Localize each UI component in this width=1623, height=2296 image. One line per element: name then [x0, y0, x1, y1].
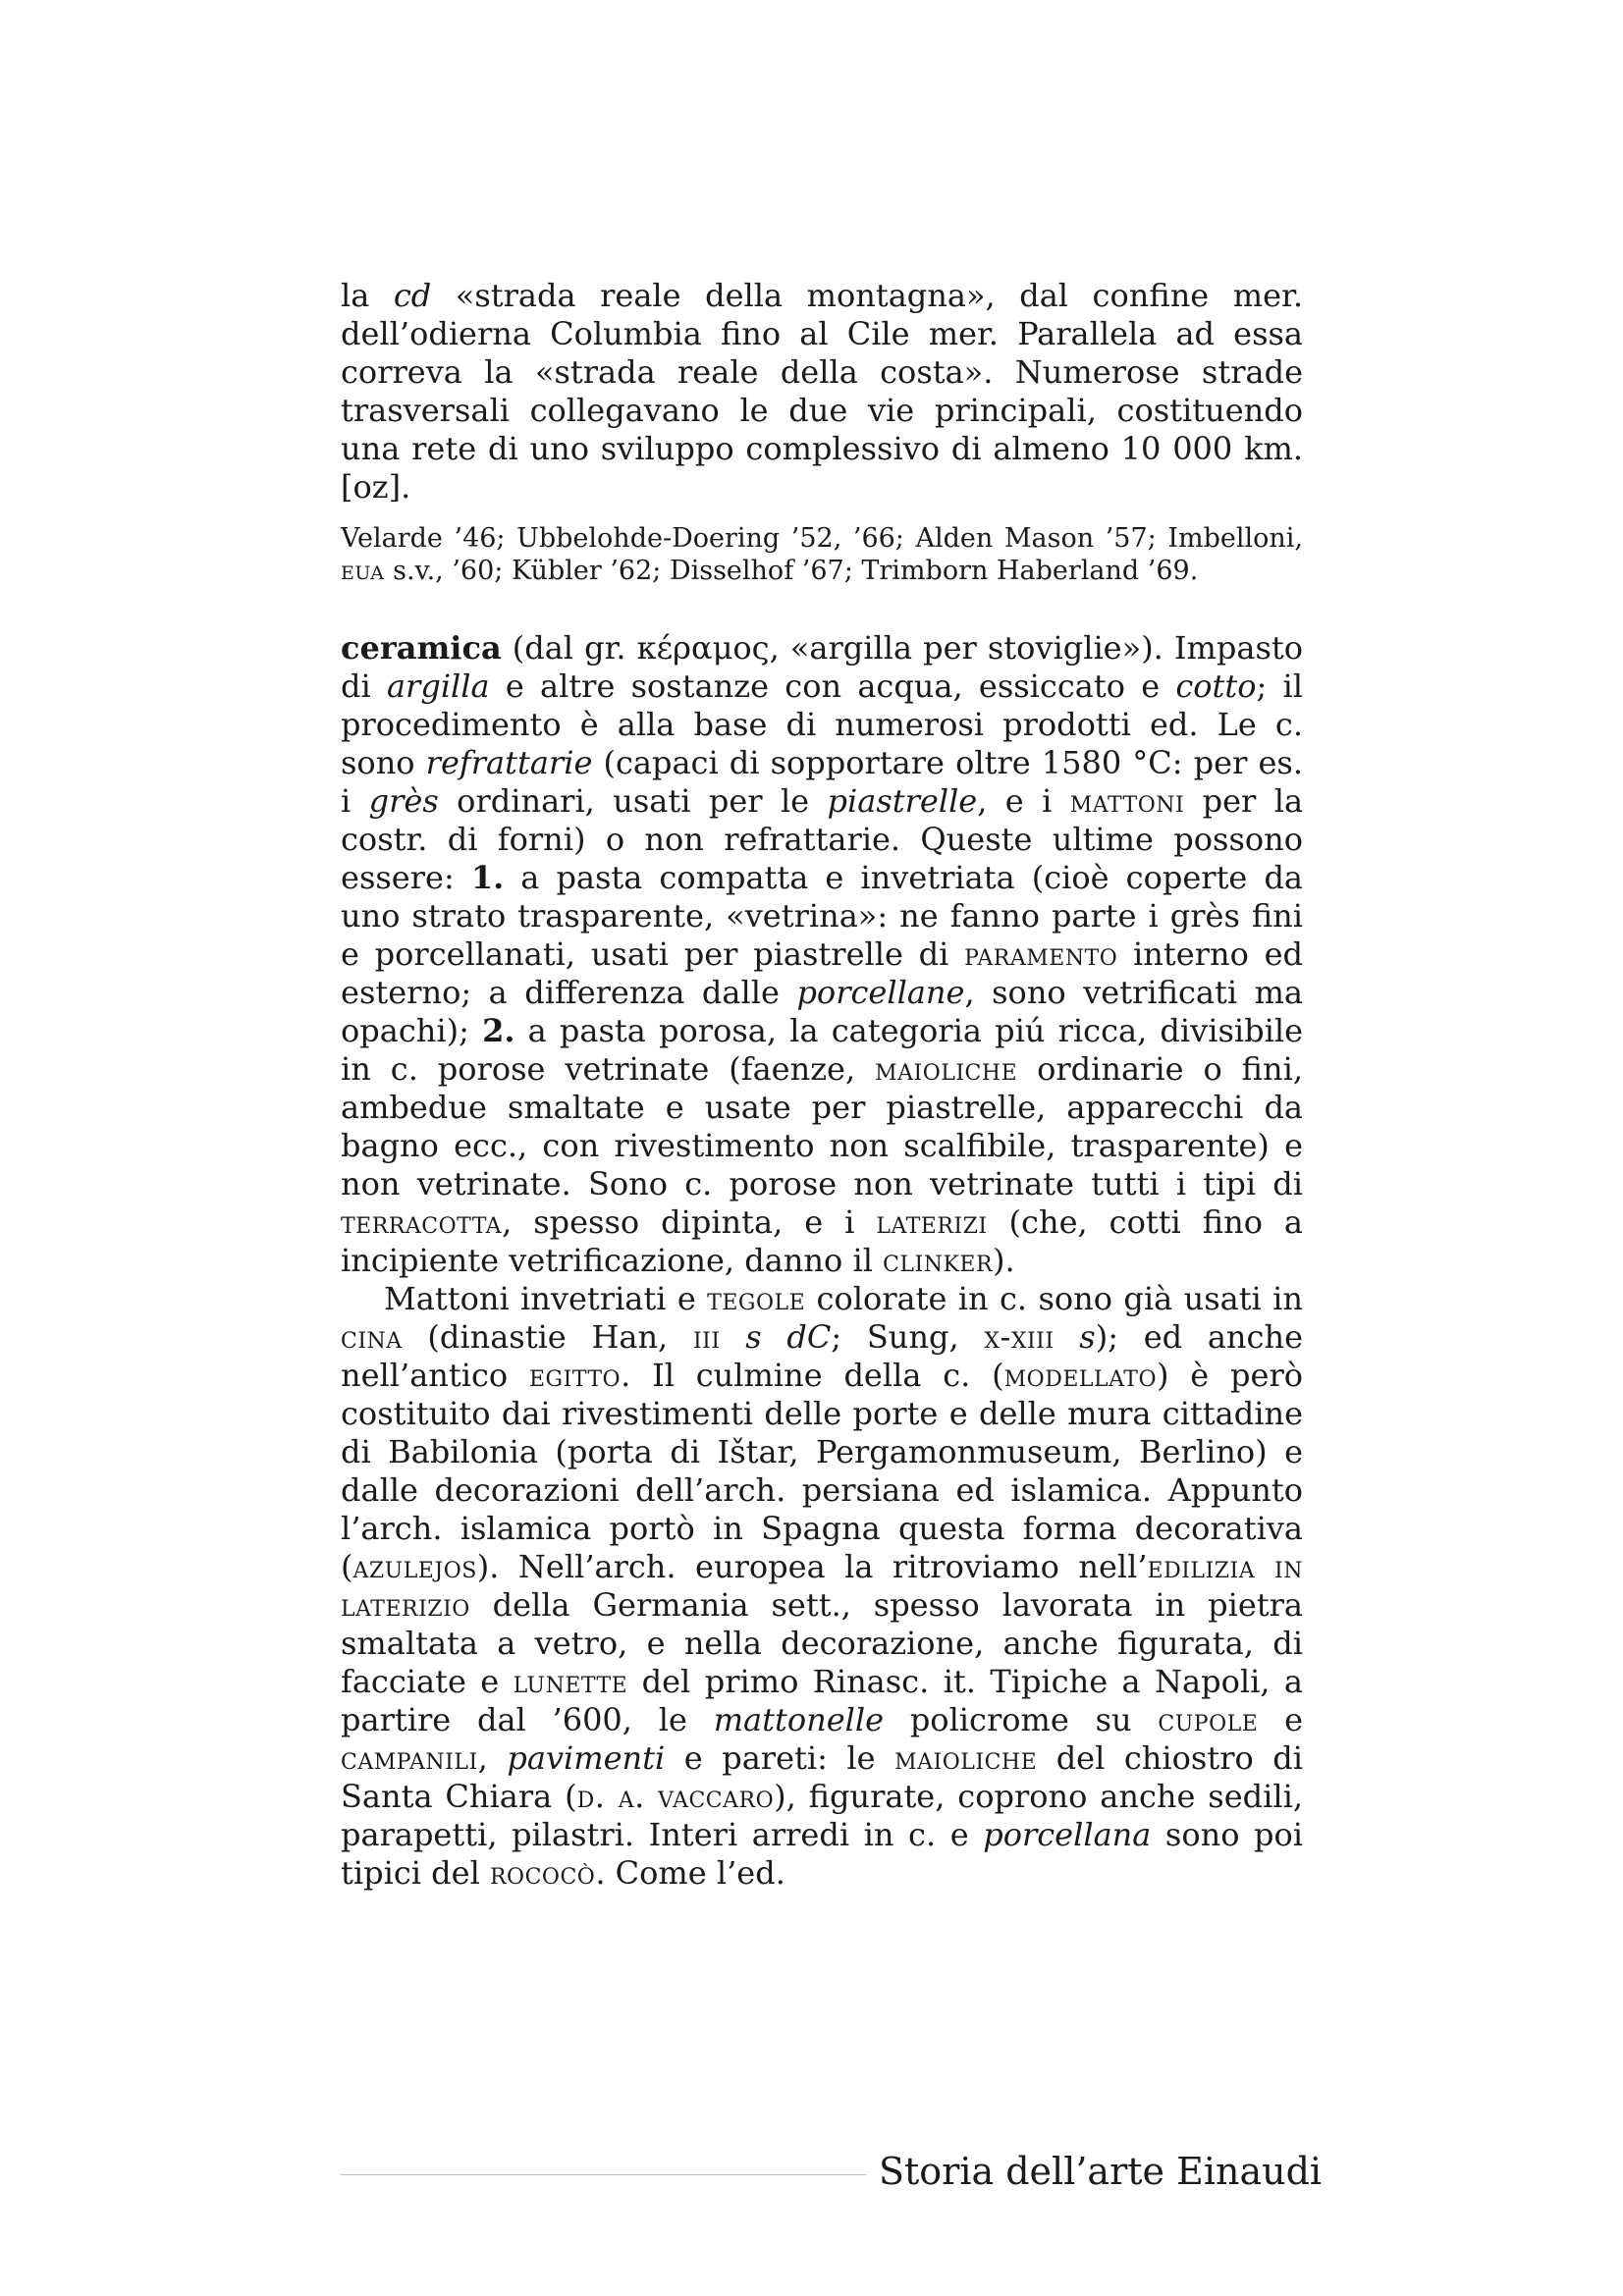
cross-reference: lunette	[513, 1663, 628, 1700]
cross-reference: maioliche	[875, 1050, 1018, 1088]
text-run: , e i	[977, 782, 1070, 820]
text-run: ordinari, usati per le	[438, 782, 828, 820]
text-run: e altre sostanze con acqua, essiccato e	[489, 667, 1176, 705]
text-run: ordinarie o fini, ambedue smaltate e usate per piastrelle, apparecchi da bagno ecc., con rivestimento non scalfibile, trasparente) e non vetrinate. Sono c. porose non vetrinate tutti i tipi di	[341, 1050, 1304, 1202]
century-numeral: iii	[692, 1318, 721, 1356]
cross-reference: paramento	[964, 935, 1118, 973]
cross-reference: egitto	[528, 1357, 622, 1394]
text-run: . Come l’ed.	[595, 1854, 785, 1892]
text-run: a pasta compatta e invetriata (cioè coperte da uno strato trasparente, «vetrina»: ne fanno parte i grès fini e porcellanati, usati per piastrelle di	[341, 859, 1304, 973]
text-run: a pasta porosa, la categoria piú ricca, divisibile in c. porose vetrinate (faenze,	[341, 1012, 1304, 1088]
italic-term: argilla	[386, 667, 490, 705]
text-run: , sono vetrificati ma opachi);	[341, 974, 1304, 1049]
italic-term: cotto	[1175, 667, 1257, 705]
text-run: interno ed esterno; a differenza dalle	[341, 935, 1304, 1011]
text-run: ); ed anche nell’antico	[341, 1318, 1303, 1394]
italic-term: pavimenti	[507, 1739, 666, 1777]
entry-headword: ceramica	[341, 629, 502, 667]
text-column	[341, 277, 1303, 1893]
cross-reference: cina	[341, 1318, 403, 1356]
text-run: (dinastie Han,	[402, 1318, 693, 1356]
list-number: 1.	[470, 859, 505, 896]
italic-term: cd	[393, 277, 432, 314]
text-run: per la costr. di forni) o non refrattarie. Queste ultime possono essere:	[341, 782, 1304, 896]
cross-reference: campanili	[341, 1739, 478, 1777]
text-run: Mattoni invetriati e	[384, 1280, 708, 1317]
cross-reference: mattoni	[1069, 782, 1185, 820]
cross-reference: modellato	[1003, 1357, 1157, 1394]
text-run: del primo Rinasc. it. Tipiche a Napoli, a partire dal ’600, le	[341, 1663, 1303, 1738]
italic-term: porcellane	[796, 974, 965, 1011]
text-run: della Germania sett., spesso lavorata in pietra smaltata a vetro, e nella decorazione, anche figurata, di facciate e	[341, 1586, 1303, 1700]
text-run: ). Nell’arch. europea la ritroviamo nell’	[476, 1548, 1148, 1585]
text-run: ) è però costituito dai rivestimenti delle porte e delle mura cittadine di Babilonia (porta di Ištar, Pergamonmuseum, Berlino) e dalle decorazioni dell’arch. persiana ed islamica. Appunto l’arch. islamica portò in Spagna questa forma decorativa (	[341, 1357, 1304, 1585]
text-run: colorate in c. sono già usati in	[805, 1280, 1303, 1317]
cross-reference: rococò	[489, 1854, 596, 1892]
text-run: policrome su	[884, 1701, 1159, 1738]
italic-term: grès	[368, 782, 439, 820]
text-run: «strada reale della montagna», dal confine mer. dell’odierna Columbia fino al Cile mer. Parallela ad essa correva la «strada reale della costa». Numerose strade trasversali collegavano le due vie principali, costituendo una rete di uno sviluppo complessivo di almeno 10 000 km. [oz].	[341, 277, 1304, 506]
italic-term: s dC	[745, 1318, 832, 1356]
cross-reference: cupole	[1158, 1701, 1259, 1738]
text-run: ).	[993, 1242, 1015, 1279]
italic-term: s	[1079, 1318, 1096, 1356]
italic-term: porcellana	[983, 1816, 1152, 1853]
text-run: Velarde ’46; Ubbelohde-Doering ’52, ’66; Alden Mason ’57; Imbelloni,	[341, 523, 1303, 554]
cross-reference: edilizia in laterizio	[341, 1548, 1303, 1624]
footer-rule	[341, 2174, 866, 2175]
cross-reference: terracotta	[341, 1203, 503, 1241]
text-run: ), figurate, coprono anche sedili, parapetti, pilastri. Interi arredi in c. e	[341, 1778, 1304, 1853]
footer-title: Storia dell’arte Einaudi	[879, 2150, 1323, 2193]
text-run: ,	[477, 1739, 508, 1777]
cross-reference: maioliche	[894, 1739, 1038, 1777]
smallcaps-ref: eua	[341, 556, 385, 586]
list-number: 2.	[482, 1012, 515, 1049]
italic-term: refrattarie	[425, 744, 593, 781]
text-run: del chiostro di Santa Chiara (	[341, 1739, 1304, 1815]
text-run: ; il procedimento è alla base di numerosi prodotti ed. Le c. sono	[341, 667, 1304, 781]
cross-reference: tegole	[707, 1280, 806, 1317]
text-run: , spesso dipinta, e i	[502, 1203, 877, 1241]
text-run: e pareti: le	[665, 1739, 895, 1777]
text-run: s.v., ’60; Kübler ’62; Disselhof ’67; Trimborn Haberland ’69.	[384, 556, 1199, 586]
text-run: la	[341, 277, 394, 314]
text-run	[1055, 1318, 1080, 1356]
paragraph-cammino-tail	[341, 277, 1303, 507]
paragraph-ceramica	[341, 629, 1303, 1280]
paragraph-ceramica-history	[341, 1280, 1303, 1893]
text-run: (che, cotti fino a incipiente vetrificazione, danno il	[341, 1203, 1304, 1279]
text-run: e	[1258, 1701, 1304, 1738]
cross-reference: clinker	[883, 1242, 994, 1279]
italic-term: mattonelle	[713, 1701, 885, 1738]
text-run: (dal gr. κέραμος, «argilla per stoviglie»). Impasto di	[341, 629, 1303, 705]
century-numeral: x-xiii	[984, 1318, 1055, 1356]
text-run: (capaci di sopportare oltre 1580 °C: per es. i	[341, 744, 1304, 820]
cross-reference: laterizi	[876, 1203, 988, 1241]
text-run: . Il culmine della c. (	[621, 1357, 1004, 1394]
text-run	[721, 1318, 746, 1356]
text-run: ; Sung,	[831, 1318, 985, 1356]
cross-reference: azulejos	[352, 1548, 477, 1585]
text-run: sono poi tipici del	[341, 1816, 1304, 1892]
bibliography	[341, 522, 1303, 587]
cross-reference: d. a. vaccaro	[576, 1778, 775, 1815]
italic-term: piastrelle	[827, 782, 978, 820]
